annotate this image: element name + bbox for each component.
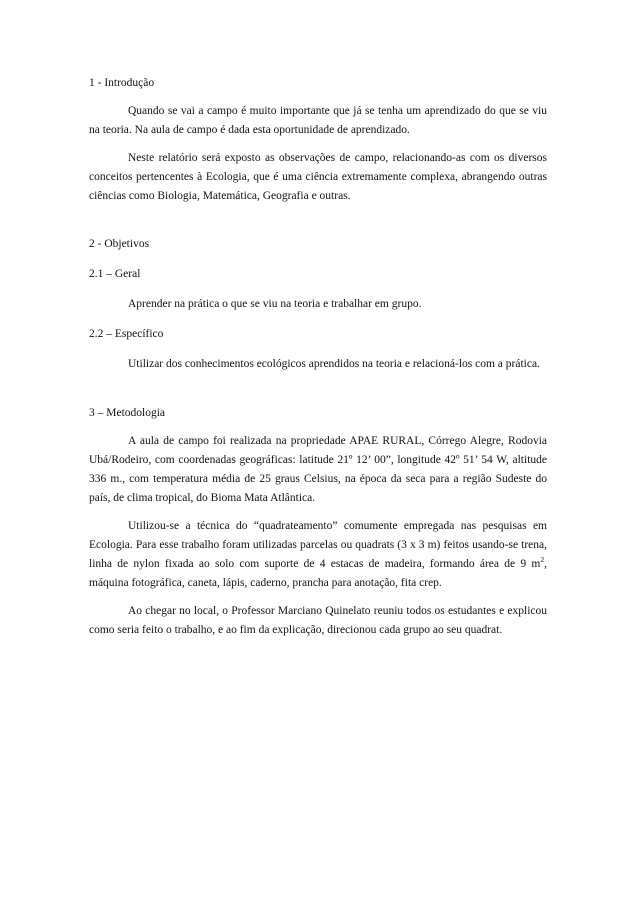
methodology-paragraph-3: Ao chegar no local, o Professor Marciano Quinelato reuniu todos os estudantes e explicou como seria feito o trabalho, e ao fim da explicação, direcionou cada grupo ao seu quadrat. xyxy=(89,605,547,636)
section-heading-objectives: 2 - Objetivos xyxy=(89,238,150,250)
methodology-paragraph-1: A aula de campo foi realizada na propriedade APAE RURAL, Córrego Alegre, Rodovia Ubá/Rodeiro, com coordenadas geográficas: latitude 21º 12’ 00”, longitude 42º 51’ 54 W, altitude 336 m., com temperatura média de 25 graus Celsius, na época da seca para a região Sudeste do país, de clima tropical, do Bioma Mata Atlântica. xyxy=(89,435,547,504)
subsection-heading-specific: 2.2 – Específico xyxy=(89,328,164,340)
document-body xyxy=(89,74,547,640)
methodology-paragraph-2-text: Utilizou-se a técnica do “quadrateamento” comumente empregada nas pesquisas em Ecologia. Para esse trabalho foram utilizadas parcelas ou quadrats (3 x 3 m) feitos usando-se trena, linha de nylon fixada ao solo com suporte de 4 estacas de madeira, formando área de 9 m xyxy=(89,520,547,570)
intro-paragraph-1: Quando se vai a campo é muito importante que já se tenha um aprendizado do que se viu na teoria. Na aula de campo é dada esta oportunidade de aprendizado. xyxy=(89,105,547,136)
general-objective-text: Aprender na prática o que se viu na teoria e trabalhar em grupo. xyxy=(128,298,422,310)
methodology-paragraph-2-text-end: , máquina fotográfica, caneta, lápis, caderno, prancha para anotação, fita crep. xyxy=(89,558,547,589)
section-heading-introduction: 1 - Introdução xyxy=(89,77,155,89)
specific-objective-text: Utilizar dos conhecimentos ecológicos aprendidos na teoria e relacioná-los com a prática. xyxy=(128,358,540,370)
subsection-heading-general: 2.1 – Geral xyxy=(89,268,141,280)
superscript-exponent: 2 xyxy=(540,555,545,565)
section-heading-methodology: 3 – Metodologia xyxy=(89,407,166,419)
intro-paragraph-2: Neste relatório será exposto as observações de campo, relacionando-as com os diversos conceitos pertencentes à Ecologia, que é uma ciência extremamente complexa, abrangendo outras ciências como Biologia, Matemática, Geografia e outras. xyxy=(89,152,547,202)
methodology-paragraph-2 xyxy=(89,517,547,593)
